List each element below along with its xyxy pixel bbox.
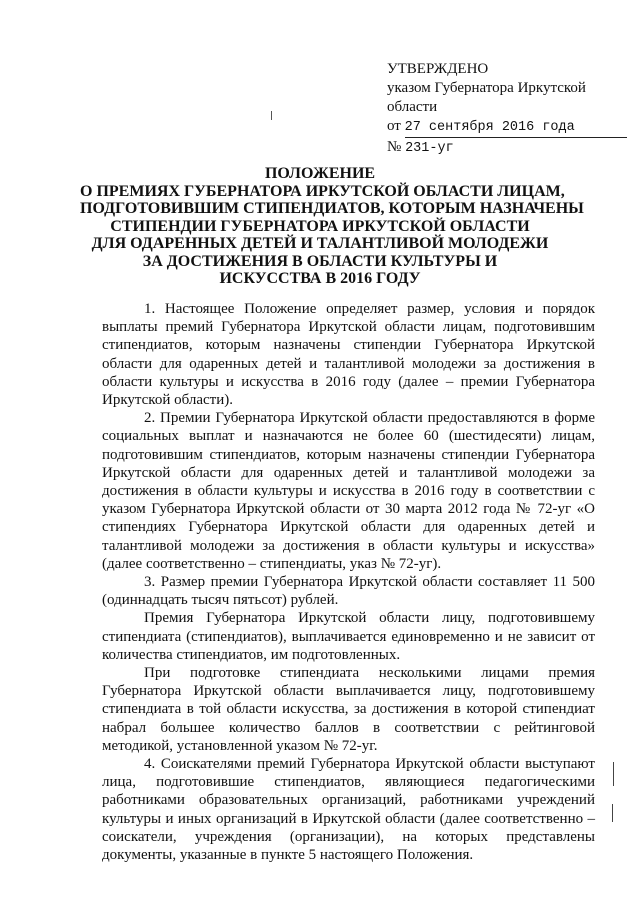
approval-stamp [387,60,617,158]
title-line: ПОДГОТОВИВШИМ СТИПЕНДИАТОВ, КОТОРЫМ НАЗНАЧЕНЫ [80,200,584,217]
approval-number-value: 231-уг [405,141,454,156]
approval-number-line [387,138,617,158]
approval-date-prefix: от [387,118,401,134]
approval-date-value: 27 сентября 2016 года [404,120,575,135]
scan-speck [271,111,272,120]
title-line: СТИПЕНДИИ ГУБЕРНАТОРА ИРКУТСКОЙ ОБЛАСТИ [110,217,530,235]
document-body [102,300,595,864]
approval-date-underline [405,117,627,138]
approval-authority: указом Губернатора Иркутской [387,80,586,96]
title-line: О ПРЕМИЯХ ГУБЕРНАТОРА ИРКУТСКОЙ ОБЛАСТИ ЛИЦАМ, [80,182,565,200]
approval-region: области [387,99,438,115]
title-line: ИСКУССТВА В 2016 ГОДУ [219,270,421,287]
paragraph: 4. Соискателями премий Губернатора Иркутской области выступают лица, подготовившие стипендиатов, являющиеся педагогическими работниками образовательных организаций, работниками учреждений культуры и иных организаций в Иркутской области (далее соответственно – соискатели, учреждения (организации), на которых представлены документы, указанные в пункте 5 настоящего Положения. [102,756,595,864]
paragraph: Премия Губернатора Иркутской области лицу, подготовившему стипендиата (стипендиатов), выплачивается единовременно и не зависит от количества стипендиатов, им подготовленных. [102,610,595,663]
approval-number-prefix: № [387,139,402,155]
title-line: ЗА ДОСТИЖЕНИЯ В ОБЛАСТИ КУЛЬТУРЫ И [142,252,498,270]
paragraph: 2. Премии Губернатора Иркутской области предоставляются в форме социальных выплат и назначаются не более 60 (шестидесяти) лицам, подготовившим стипендиатов, которым назначены стипендии Губернатора Иркутской области для одаренных детей и талантливой молодежи за достижения в области культуры и искусства в 2016 году в соответствии с указом Губернатора Иркутской области от 30 марта 2012 года № 72-уг «О стипендиях Губернатора Иркутской области для одаренных детей и талантливой молодежи за достижения в области культуры и искусства» (далее соответственно – стипендиаты, указ № 72-уг). [102,410,595,572]
paragraph: При подготовке стипендиата несколькими лицами премия Губернатора Иркутской области выплачивается лицу, подготовившему стипендиата в той области искусства, за достижения в которой стипендиат набрал большее количество баллов в соответствии с рейтинговой методикой, установленной указом № 72-уг. [102,665,595,754]
title-line: ДЛЯ ОДАРЕННЫХ ДЕТЕЙ И ТАЛАНТЛИВОЙ МОЛОДЕЖИ [91,235,549,252]
document-title [80,165,584,288]
title-line: ПОЛОЖЕНИЕ [264,165,376,182]
paragraph: 1. Настоящее Положение определяет размер, условия и порядок выплаты премий Губернатора Иркутской области лицам, подготовившим стипендиатов, которым назначены стипендии Губернатора Иркутской области для одаренных детей и талантливой молодежи за достижения в области культуры и искусства в 2016 году (далее – премии Губернатора Иркутской области). [102,301,595,409]
paragraph: 3. Размер премии Губернатора Иркутской области составляет 11 500 (одиннадцать тысяч пятьсот) рублей. [102,574,595,609]
approval-heading: УТВЕРЖДЕНО [387,61,489,77]
scan-edge-mark [613,762,614,786]
scan-edge-mark [612,804,613,822]
approval-date-line [387,117,617,138]
